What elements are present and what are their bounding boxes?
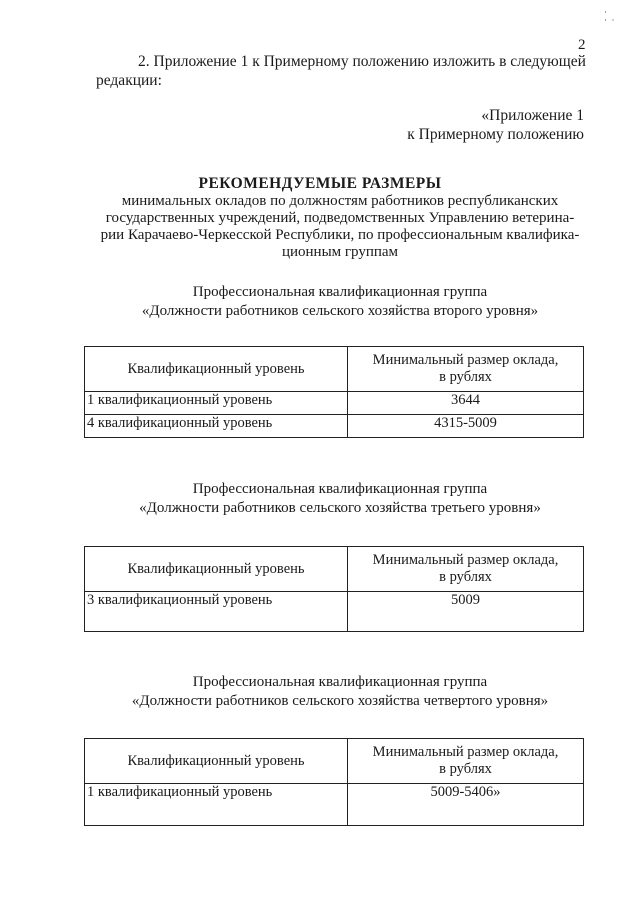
header-salary-line1: Минимальный размер оклада, [372, 744, 559, 760]
group-heading-line: «Должности работников сельского хозяйства второго уровня» [141, 303, 539, 319]
group-heading-line: Профессиональная квалификационная группа [192, 481, 488, 497]
header-salary-line2: в рублях [439, 569, 492, 585]
table-row [85, 415, 584, 438]
group-heading-3 [60, 673, 620, 711]
document-subtitle [80, 193, 600, 261]
cell-salary: 3644 [348, 392, 584, 415]
cell-level: 1 квалификационный уровень [85, 784, 348, 826]
subtitle-line: ционным группам [281, 244, 399, 260]
subtitle-line: государственных учреждений, подведомственных Управлению ветерина- [105, 210, 575, 226]
header-salary-line1: Минимальный размер оклада, [372, 552, 559, 568]
header-salary-line1: Минимальный размер оклада, [372, 352, 559, 368]
subtitle-line: минимальных окладов по должностям работников республиканских [121, 193, 559, 209]
cell-salary: 4315-5009 [348, 415, 584, 438]
salary-table-2 [84, 546, 584, 632]
table-row [85, 592, 584, 632]
header-salary-line2: в рублях [439, 369, 492, 385]
scan-specks: · · · [604, 7, 615, 25]
annex-heading [407, 106, 584, 144]
header-level: Квалификационный уровень [85, 547, 348, 592]
header-salary-line2: в рублях [439, 761, 492, 777]
salary-table-3 [84, 738, 584, 826]
group-heading-line: Профессиональная квалификационная группа [192, 674, 488, 690]
cell-salary: 5009-5406» [348, 784, 584, 826]
header-salary [348, 739, 584, 784]
group-heading-2 [60, 480, 620, 518]
header-salary [348, 347, 584, 392]
cell-level: 1 квалификационный уровень [85, 392, 348, 415]
table-row [85, 784, 584, 826]
salary-table-1 [84, 346, 584, 438]
group-heading-line: «Должности работников сельского хозяйства четвертого уровня» [131, 693, 549, 709]
cell-salary: 5009 [348, 592, 584, 632]
header-level: Квалификационный уровень [85, 739, 348, 784]
header-level: Квалификационный уровень [85, 347, 348, 392]
document-title: РЕКОМЕНДУЕМЫЕ РАЗМЕРЫ [198, 175, 442, 192]
group-heading-1 [60, 283, 620, 321]
group-heading-line: Профессиональная квалификационная группа [192, 284, 488, 300]
cell-level: 4 квалификационный уровень [85, 415, 348, 438]
annex-heading-line1: «Приложение 1 [481, 107, 584, 124]
header-salary [348, 547, 584, 592]
annex-heading-line2: к Примерному положению [407, 126, 584, 143]
table-header-row [85, 347, 584, 392]
amendment-paragraph: 2. Приложение 1 к Примерному положению изложить в следующей редакции: [96, 53, 586, 89]
page-number: 2 [578, 37, 586, 53]
table-header-row [85, 739, 584, 784]
subtitle-line: рии Карачаево-Черкесской Республики, по профессиональным квалифика- [100, 227, 580, 243]
group-heading-line: «Должности работников сельского хозяйства третьего уровня» [139, 500, 541, 516]
table-row [85, 392, 584, 415]
table-header-row [85, 547, 584, 592]
cell-level: 3 квалификационный уровень [85, 592, 348, 632]
